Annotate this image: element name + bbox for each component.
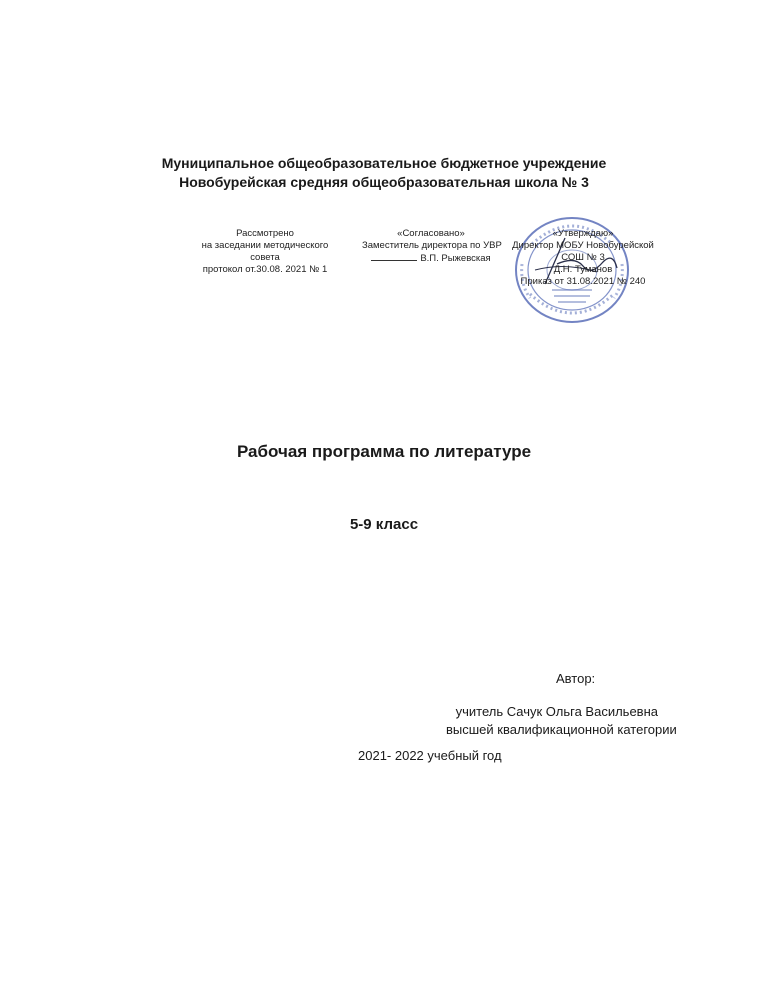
approved-order: Приказ от 31.08.2021 № 240	[520, 276, 646, 287]
signature-line	[371, 252, 417, 261]
author-label: Автор:	[556, 671, 596, 686]
approved-name: Д.Н. Туманов	[553, 264, 613, 275]
considered-block	[175, 228, 355, 276]
approved-title: «Утверждаю»	[552, 228, 614, 239]
school-year: 2021- 2022 учебный год	[358, 748, 502, 763]
author-category: высшей квалификационной категории	[446, 722, 677, 737]
considered-title: Рассмотрено	[236, 228, 294, 239]
agreed-signature-row	[362, 252, 500, 265]
author-details	[446, 703, 677, 739]
header-line-school: Новобурейская средняя общеобразовательная школа № 3	[179, 174, 589, 190]
agreed-position: Заместитель директора по УВР	[362, 240, 502, 251]
approved-block	[508, 228, 658, 288]
approved-school: СОШ № 3	[561, 252, 605, 263]
considered-protocol: протокол от.30.08. 2021 № 1	[202, 264, 328, 275]
approved-position: Директор МОБУ Новобурейской	[512, 240, 654, 251]
grade-range: 5-9 класс	[349, 516, 419, 533]
school-header	[0, 154, 768, 192]
author-name: учитель Сачук Ольга Васильевна	[455, 704, 658, 719]
header-line-organization: Муниципальное общеобразовательное бюджетное учреждение	[161, 155, 607, 171]
considered-line-council: совета	[250, 252, 280, 263]
agreed-block	[362, 228, 500, 265]
document-title: Рабочая программа по литературе	[236, 442, 532, 461]
agreed-title: «Согласовано»	[397, 228, 465, 239]
considered-line-meeting: на заседании методического	[201, 240, 329, 251]
agreed-name: В.П. Рыжевская	[420, 253, 491, 264]
